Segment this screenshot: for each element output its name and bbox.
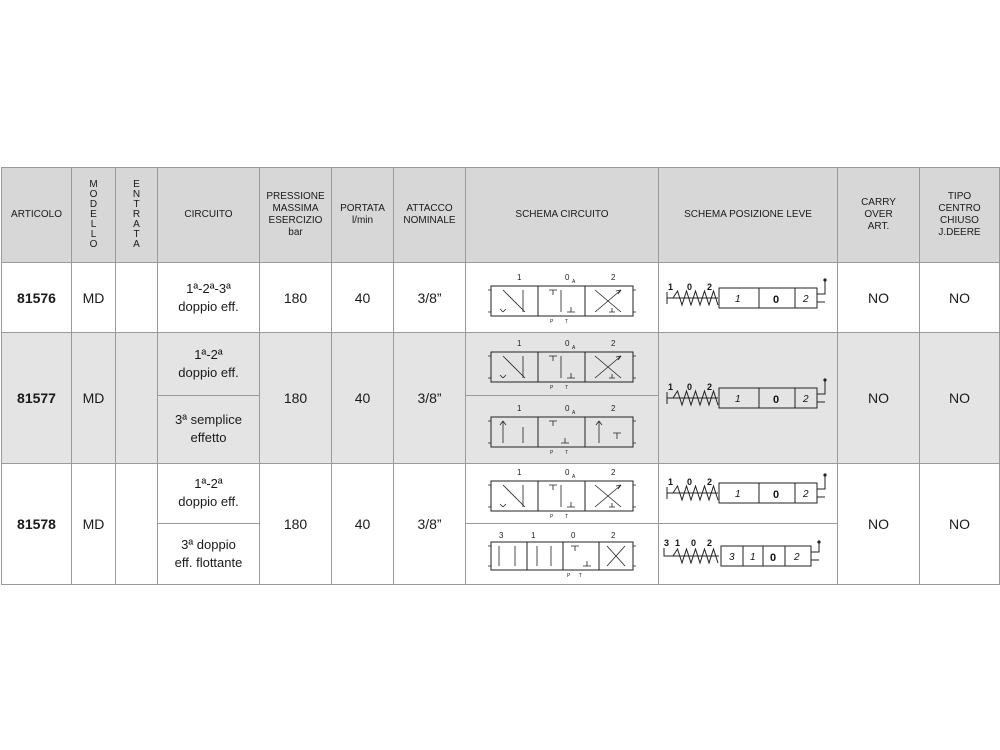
svg-text:P: P (550, 385, 554, 391)
entrata-cell (116, 463, 158, 584)
circuito-cell (158, 263, 260, 333)
svg-text:0: 0 (769, 551, 776, 564)
circuito-line: effetto (190, 430, 227, 446)
circuito-line: doppio eff. (178, 494, 239, 510)
svg-text:0: 0 (687, 381, 693, 392)
header-entrata (116, 168, 158, 263)
header-entrata-char: T (133, 199, 140, 210)
header-line: CHIUSO (940, 215, 979, 226)
svg-text:P: P (550, 318, 554, 324)
header-attacco (394, 168, 466, 263)
carry-over-cell: NO (838, 263, 920, 333)
circuito-line: 1ª-2ª (194, 476, 223, 492)
svg-text:2: 2 (611, 468, 616, 478)
attacco-cell: 3/8” (394, 463, 466, 584)
schema-circuito-cell (466, 333, 659, 396)
portata-cell: 40 (332, 263, 394, 333)
header-line: CENTRO (938, 203, 981, 214)
svg-text:2: 2 (803, 489, 809, 501)
svg-text:2: 2 (611, 404, 616, 414)
schema-circuito-cell (466, 396, 659, 463)
spec-table (1, 167, 1000, 585)
svg-text:P: P (550, 450, 554, 456)
svg-text:T: T (565, 450, 569, 456)
tipo-centro-cell: NO (920, 463, 1000, 584)
modello-cell: MD (72, 333, 116, 463)
svg-text:1: 1 (668, 381, 674, 392)
svg-text:1: 1 (517, 339, 522, 349)
svg-text:0: 0 (773, 293, 780, 306)
header-circuito: CIRCUITO (158, 168, 260, 263)
header-line: TIPO (947, 191, 972, 202)
tipo-centro-cell: NO (920, 333, 1000, 463)
header-entrata-char: A (133, 239, 140, 250)
header-modello-char: L (90, 229, 97, 240)
svg-text:0: 0 (571, 530, 576, 540)
header-schema-leve: SCHEMA POSIZIONE LEVE (659, 168, 838, 263)
header-modello (72, 168, 116, 263)
header-line: NOMINALE (403, 215, 456, 226)
pressione-cell: 180 (260, 463, 332, 584)
header-line: bar (288, 227, 303, 238)
schema-leve-cell (659, 263, 838, 333)
header-entrata-char: N (132, 189, 141, 200)
table-row (2, 263, 1000, 333)
schema-leve-cell (659, 463, 838, 523)
pressione-cell: 180 (260, 333, 332, 463)
svg-text:2: 2 (611, 339, 616, 349)
header-line: PORTATA (340, 203, 385, 214)
svg-text:2: 2 (706, 537, 712, 548)
svg-text:0: 0 (687, 281, 693, 292)
header-line: J.DEERE (938, 227, 981, 238)
svg-text:1: 1 (517, 272, 522, 282)
table-row (2, 333, 1000, 396)
header-line: l/min (351, 215, 374, 226)
pressione-cell: 180 (260, 263, 332, 333)
circuito-line: 3ª semplice (175, 412, 242, 428)
svg-text:0: 0 (565, 272, 570, 282)
svg-text:1: 1 (517, 468, 522, 478)
svg-text:1: 1 (517, 404, 522, 414)
circuito-cell (158, 463, 260, 523)
svg-text:2: 2 (707, 281, 713, 292)
svg-text:2: 2 (803, 293, 809, 305)
header-pressione (260, 168, 332, 263)
schema-circuito-cell (466, 523, 659, 584)
svg-text:A: A (572, 410, 576, 417)
header-modello-char: D (89, 199, 98, 210)
tipo-centro-cell: NO (920, 263, 1000, 333)
attacco-cell: 3/8” (394, 263, 466, 333)
schema-circuito-cell (466, 263, 659, 333)
articolo-cell: 81577 (2, 333, 72, 463)
svg-text:T: T (579, 572, 583, 578)
svg-text:1: 1 (674, 537, 680, 548)
header-row (2, 168, 1000, 263)
svg-text:3: 3 (499, 530, 504, 540)
schema-leve-cell (659, 523, 838, 584)
svg-text:1: 1 (668, 477, 674, 488)
header-line: OVER (864, 209, 893, 220)
lever-spring-icon (663, 378, 833, 418)
svg-text:2: 2 (707, 381, 713, 392)
svg-text:P: P (550, 514, 554, 520)
articolo-cell: 81578 (2, 463, 72, 584)
header-entrata-char: A (133, 219, 140, 230)
header-entrata-char: E (133, 179, 140, 190)
portata-cell: 40 (332, 463, 394, 584)
svg-text:0: 0 (565, 404, 570, 414)
svg-text:P: P (567, 572, 571, 578)
modello-cell: MD (72, 463, 116, 584)
svg-text:2: 2 (611, 272, 616, 282)
svg-text:1: 1 (735, 293, 741, 305)
circuito-cell (158, 523, 260, 584)
header-line: CARRY (861, 197, 896, 208)
header-line: MASSIMA (272, 203, 319, 214)
spool-diagram-icon (487, 403, 637, 455)
header-line: PRESSIONE (266, 191, 325, 202)
svg-text:A: A (572, 278, 576, 285)
attacco-cell: 3/8” (394, 333, 466, 463)
header-modello-char: L (90, 219, 97, 230)
header-modello-char: E (90, 209, 97, 220)
svg-text:0: 0 (690, 537, 696, 548)
lever-spring-icon (663, 473, 833, 513)
svg-text:0: 0 (687, 477, 693, 488)
svg-text:1: 1 (735, 489, 741, 501)
svg-text:T: T (565, 318, 569, 324)
svg-text:3: 3 (728, 551, 735, 563)
svg-text:2: 2 (707, 477, 713, 488)
portata-cell: 40 (332, 333, 394, 463)
svg-text:A: A (572, 474, 576, 481)
svg-text:0: 0 (565, 468, 570, 478)
svg-text:3: 3 (663, 537, 669, 548)
carry-over-cell: NO (838, 463, 920, 584)
spool-diagram-icon (487, 530, 637, 578)
lever-spring-icon (661, 534, 836, 574)
header-entrata-char: R (132, 209, 141, 220)
svg-text:1: 1 (668, 281, 674, 292)
header-line: ART. (867, 221, 890, 232)
circuito-line: eff. flottante (174, 554, 243, 570)
circuito-line: doppio eff. (178, 298, 239, 314)
header-articolo: ARTICOLO (2, 168, 72, 263)
header-line: ESERCIZIO (268, 215, 323, 226)
table-row (2, 463, 1000, 523)
svg-text:2: 2 (793, 551, 800, 563)
header-carry-over (838, 168, 920, 263)
svg-text:2: 2 (611, 530, 616, 540)
header-entrata-char: T (133, 229, 140, 240)
header-schema-circuito: SCHEMA CIRCUITO (466, 168, 659, 263)
schema-leve-cell (659, 333, 838, 463)
entrata-cell (116, 333, 158, 463)
header-modello-char: O (89, 189, 98, 200)
circuito-line: doppio eff. (178, 365, 239, 381)
svg-text:2: 2 (803, 393, 809, 405)
circuito-cell (158, 396, 260, 463)
svg-text:1: 1 (531, 530, 536, 540)
svg-text:0: 0 (565, 339, 570, 349)
articolo-cell: 81576 (2, 263, 72, 333)
header-tipo-centro (920, 168, 1000, 263)
svg-text:1: 1 (749, 551, 756, 563)
spool-diagram-icon (487, 467, 637, 519)
lever-spring-icon (663, 278, 833, 318)
svg-text:T: T (565, 514, 569, 520)
carry-over-cell: NO (838, 333, 920, 463)
svg-text:0: 0 (773, 489, 780, 502)
svg-text:A: A (572, 345, 576, 352)
header-line: ATTACCO (406, 203, 453, 214)
svg-text:T: T (565, 385, 569, 391)
circuito-line: 1ª-2ª (194, 347, 223, 363)
circuito-line: 1ª-2ª-3ª (186, 280, 231, 296)
header-modello-char: O (89, 239, 98, 250)
header-modello-char: M (89, 179, 98, 190)
spool-diagram-icon (487, 272, 637, 324)
svg-text:0: 0 (773, 393, 780, 406)
schema-circuito-cell (466, 463, 659, 523)
circuito-line: 3ª doppio (181, 536, 236, 552)
header-portata (332, 168, 394, 263)
spool-diagram-icon (487, 338, 637, 390)
entrata-cell (116, 263, 158, 333)
circuito-cell (158, 333, 260, 396)
modello-cell: MD (72, 263, 116, 333)
svg-text:1: 1 (735, 393, 741, 405)
